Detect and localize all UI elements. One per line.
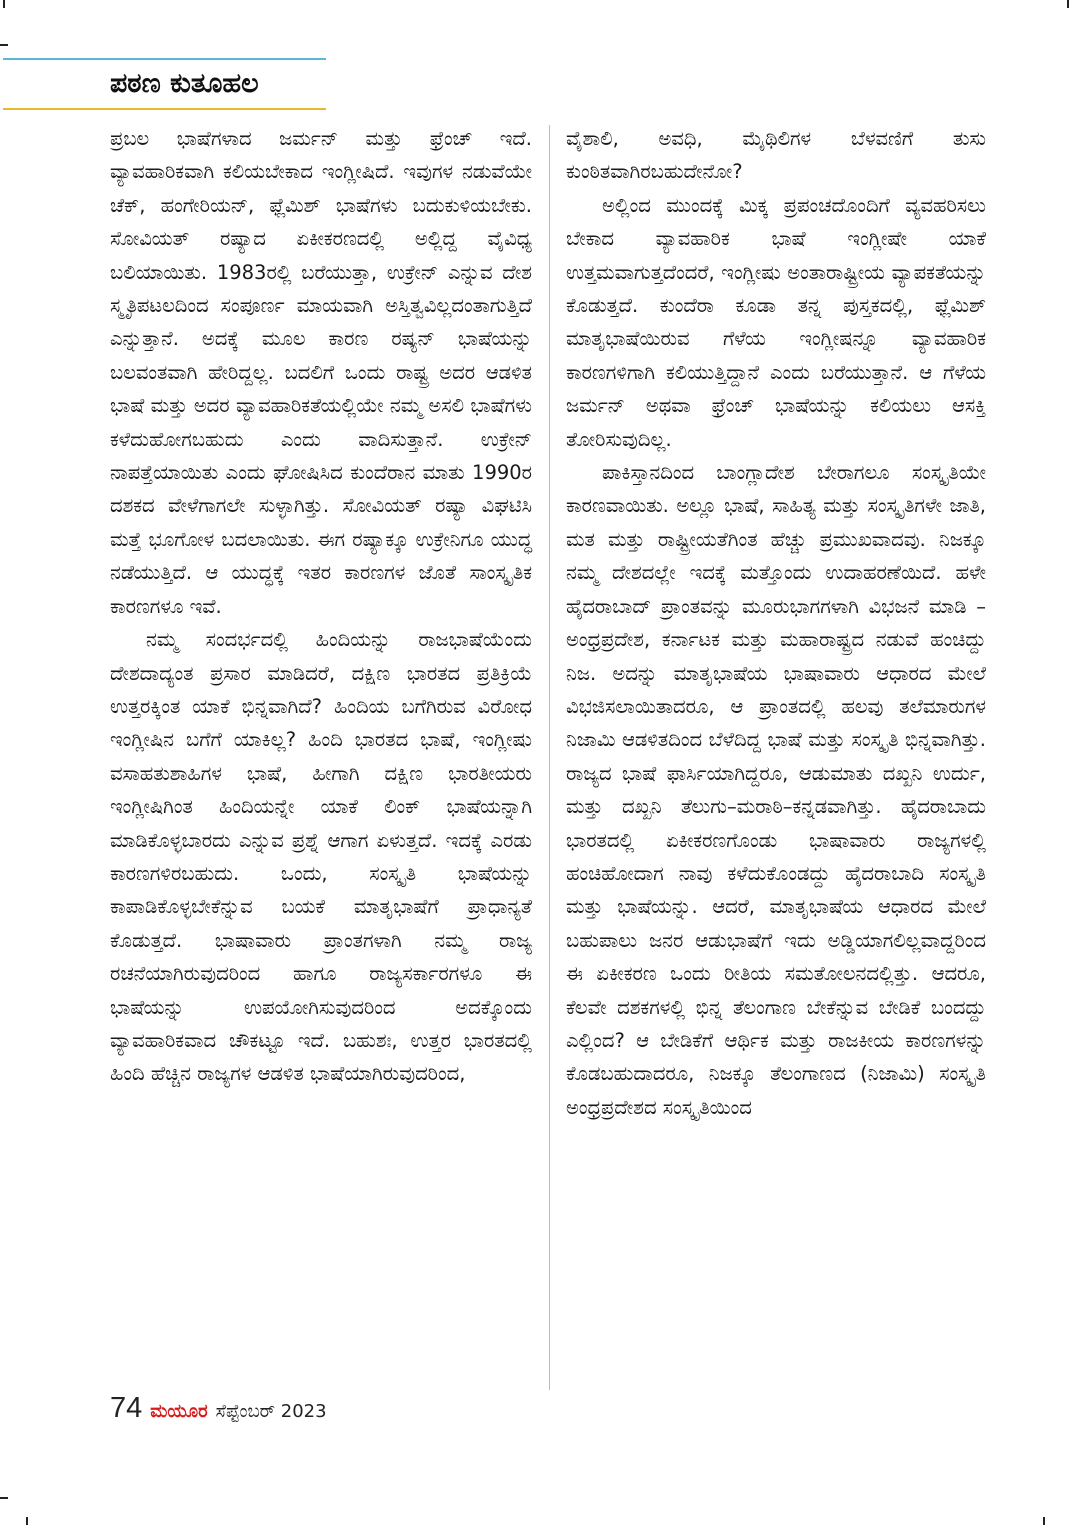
issue-date: ಸೆಪ್ಟೆಂಬರ್ 2023 xyxy=(215,1401,327,1422)
paragraph: ನಮ್ಮ ಸಂದರ್ಭದಲ್ಲಿ ಹಿಂದಿಯನ್ನು ರಾಜಭಾಷೆಯೆಂದು ದೇಶದಾದ್ಯಂತ ಪ್ರಸಾರ ಮಾಡಿದರೆ, ದಕ್ಷಿಣ ಭಾರತದ ಪ್ರತಿಕ್ರಿಯೆ ಉತ್ತರಕ್ಕಿಂತ ಯಾಕೆ ಭಿನ್ನವಾಗಿದೆ? ಹಿಂದಿಯ ಬಗೆಗಿರುವ ವಿರೋಧ ಇಂಗ್ಲೀಷಿನ ಬಗೆಗೆ ಯಾಕಿಲ್ಲ? ಹಿಂದಿ ಭಾರತದ ಭಾಷೆ, ಇಂಗ್ಲೀಷು ವಸಾಹತುಶಾಹಿಗಳ ಭಾಷೆ, ಹೀಗಾಗಿ ದಕ್ಷಿಣ ಭಾರತೀಯರು ಇಂಗ್ಲೀಷಿಗಿಂತ ಹಿಂದಿಯನ್ನೇ ಯಾಕೆ ಲಿಂಕ್ ಭಾಷೆಯನ್ನಾಗಿ ಮಾಡಿಕೊಳ್ಳಬಾರದು ಎನ್ನುವ ಪ್ರಶ್ನೆ ಆಗಾಗ ಏಳುತ್ತದೆ. ಇದಕ್ಕೆ ಎರಡು ಕಾರಣಗಳಿರಬಹುದು. ಒಂದು, ಸಂಸ್ಕೃತಿ ಭಾಷೆಯನ್ನು ಕಾಪಾಡಿಕೊಳ್ಳಬೇಕೆನ್ನುವ ಬಯಕೆ ಮಾತೃಭಾಷೆಗೆ ಪ್ರಾಧಾನ್ಯತೆ ಕೊಡುತ್ತದೆ. ಭಾಷಾವಾರು ಪ್ರಾಂತಗಳಾಗಿ ನಮ್ಮ ರಾಜ್ಯ ರಚನೆಯಾಗಿರುವುದರಿಂದ ಹಾಗೂ ರಾಜ್ಯಸರ್ಕಾರಗಳೂ ಈ ಭಾಷೆಯನ್ನು ಉಪಯೋಗಿಸುವುದರಿಂದ ಅದಕ್ಕೊಂದು ವ್ಯಾವಹಾರಿಕವಾದ ಚೌಕಟ್ಟೂ ಇದೆ. ಬಹುಶಃ, ಉತ್ತರ ಭಾರತದಲ್ಲಿ ಹಿಂದಿ ಹೆಚ್ಚಿನ ರಾಜ್ಯಗಳ ಆಡಳಿತ ಭಾಷೆಯಾಗಿರುವುದರಿಂದ, xyxy=(110,628,532,1086)
header-rule-top xyxy=(3,58,326,60)
paragraph: ಪಾಕಿಸ್ತಾನದಿಂದ ಬಾಂಗ್ಲಾದೇಶ ಬೇರಾಗಲೂ ಸಂಸ್ಕೃತಿಯೇ ಕಾರಣವಾಯಿತು. ಅಲ್ಲೂ ಭಾಷೆ, ಸಾಹಿತ್ಯ ಮತ್ತು ಸಂಸ್ಕೃತಿಗಳೇ ಜಾತಿ, ಮತ ಮತ್ತು ರಾಷ್ಟ್ರೀಯತೆಗಿಂತ ಹೆಚ್ಚು ಪ್ರಮುಖವಾದವು. ನಿಜಕ್ಕೂ ನಮ್ಮ ದೇಶದಲ್ಲೇ ಇದಕ್ಕೆ ಮತ್ತೊಂದು ಉದಾಹರಣೆಯಿದೆ. ಹಳೇ ಹೈದರಾಬಾದ್ ಪ್ರಾಂತವನ್ನು ಮೂರುಭಾಗಗಳಾಗಿ ವಿಭಜನೆ ಮಾಡಿ – ಅಂಧ್ರಪ್ರದೇಶ, ಕರ್ನಾಟಕ ಮತ್ತು ಮಹಾರಾಷ್ಟ್ರದ ನಡುವೆ ಹಂಚಿದ್ದು ನಿಜ. ಅದನ್ನು ಮಾತೃಭಾಷೆಯ ಭಾಷಾವಾರು ಆಧಾರದ ಮೇಲೆ ವಿಭಜಿಸಲಾಯಿತಾದರೂ, ಆ ಪ್ರಾಂತದಲ್ಲಿ ಹಲವು ತಲೆಮಾರುಗಳ ನಿಜಾಮಿ ಆಡಳಿತದಿಂದ ಬೆಳೆದಿದ್ದ ಭಾಷೆ ಮತ್ತು ಸಂಸ್ಕೃತಿ ಭಿನ್ನವಾಗಿತ್ತು. ರಾಜ್ಯದ ಭಾಷೆ ಫಾರ್ಸಿಯಾಗಿದ್ದರೂ, ಆಡುಮಾತು ದಖ್ಖನಿ ಉರ್ದು, ಮತ್ತು ದಖ್ಖನಿ ತೆಲುಗು–ಮರಾಠಿ–ಕನ್ನಡವಾಗಿತ್ತು. ಹೈದರಾಬಾದು ಭಾರತದಲ್ಲಿ ಏಕೀಕರಣಗೊಂಡು ಭಾಷಾವಾರು ರಾಜ್ಯಗಳಲ್ಲಿ ಹಂಚಿಹೋದಾಗ ನಾವು ಕಳೆದುಕೊಂಡದ್ದು ಹೈದರಾಬಾದಿ ಸಂಸ್ಕೃತಿ ಮತ್ತು ಭಾಷೆಯನ್ನು. ಆದರೆ, ಮಾತೃಭಾಷೆಯ ಆಧಾರದ ಮೇಲೆ ಬಹುಪಾಲು ಜನರ ಆಡುಭಾಷೆಗೆ ಇದು ಅಡ್ಡಿಯಾಗಲಿಲ್ಲವಾದ್ದರಿಂದ ಈ ಏಕೀಕರಣ ಒಂದು ರೀತಿಯ ಸಮತೋಲನದಲ್ಲಿತ್ತು. ಆದರೂ, ಕೆಲವೇ ದಶಕಗಳಲ್ಲಿ ಭಿನ್ನ ತೆಲಂಗಾಣ ಬೇಕೆನ್ನುವ ಬೇಡಿಕೆ ಬಂದದ್ದು ಎಲ್ಲಿಂದ? ಆ ಬೇಡಿಕೆಗೆ ಆರ್ಥಿಕ ಮತ್ತು ರಾಜಕೀಯ ಕಾರಣಗಳನ್ನು ಕೊಡಬಹುದಾದರೂ, ನಿಜಕ್ಕೂ ತೆಲಂಗಾಣದ (ನಿಜಾಮಿ) ಸಂಸ್ಕೃತಿ ಅಂಧ್ರಪ್ರದೇಶದ ಸಂಸ್ಕೃತಿಯಿಂದ xyxy=(566,461,986,1119)
paragraph: ಅಲ್ಲಿಂದ ಮುಂದಕ್ಕೆ ಮಿಕ್ಕ ಪ್ರಪಂಚದೊಂದಿಗೆ ವ್ಯವಹರಿಸಲು ಬೇಕಾದ ವ್ಯಾವಹಾರಿಕ ಭಾಷೆ ಇಂಗ್ಲೀಷೇ ಯಾಕೆ ಉತ್ತಮವಾಗುತ್ತದೆಂದರೆ, ಇಂಗ್ಲೀಷು ಅಂತಾರಾಷ್ಟ್ರೀಯ ವ್ಯಾಪಕತೆಯನ್ನು ಕೊಡುತ್ತದೆ. ಕುಂದೆರಾ ಕೂಡಾ ತನ್ನ ಪುಸ್ತಕದಲ್ಲಿ, ಫ್ಲೆಮಿಶ್ ಮಾತೃಭಾಷೆಯಿರುವ ಗೆಳೆಯ ಇಂಗ್ಲೀಷನ್ನೂ ವ್ಯಾವಹಾರಿಕ ಕಾರಣಗಳಿಗಾಗಿ ಕಲಿಯುತ್ತಿದ್ದಾನೆ ಎಂದು ಬರೆಯುತ್ತಾನೆ. ಆ ಗೆಳೆಯ ಜರ್ಮನ್ ಅಥವಾ ಫ್ರೆಂಚ್ ಭಾಷೆಯನ್ನು ಕಲಿಯಲು ಆಸಕ್ತಿ ತೋರಿಸುವುದಿಲ್ಲ. xyxy=(566,193,986,451)
crop-mark-top-left xyxy=(3,0,5,8)
crop-mark-bottom-right xyxy=(1043,1517,1045,1525)
article-column-right xyxy=(566,122,986,1124)
header-rule-bottom xyxy=(3,108,326,110)
article-column-left xyxy=(110,122,532,1091)
crop-mark-left-lower xyxy=(0,1497,8,1499)
paragraph: ವೈಶಾಲಿ, ಅವಧಿ, ಮೈಥಿಲಿಗಳ ಬೆಳವಣಿಗೆ ತುಸು ಕುಂಠಿತವಾಗಿರಬಹುದೇನೋ? xyxy=(566,127,986,184)
crop-mark-bottom-left xyxy=(26,1517,28,1525)
section-header xyxy=(3,58,326,110)
paragraph: ಪ್ರಬಲ ಭಾಷೆಗಳಾದ ಜರ್ಮನ್ ಮತ್ತು ಫ್ರೆಂಚ್ ಇದೆ. ವ್ಯಾವಹಾರಿಕವಾಗಿ ಕಲಿಯಬೇಕಾದ ಇಂಗ್ಲೀಷಿದೆ. ಇವುಗಳ ನಡುವೆಯೇ ಚೆಕ್, ಹಂಗೇರಿಯನ್, ಫ್ಲೆಮಿಶ್ ಭಾಷೆಗಳು ಬದುಕುಳಿಯಬೇಕು. ಸೋವಿಯತ್ ರಷ್ಯಾದ ಏಕೀಕರಣದಲ್ಲಿ ಅಲ್ಲಿದ್ದ ವೈವಿಧ್ಯ ಬಲಿಯಾಯಿತು. 1983ರಲ್ಲಿ ಬರೆಯುತ್ತಾ, ಉಕ್ರೇನ್ ಎನ್ನುವ ದೇಶ ಸ್ಮೃತಿಪಟಲದಿಂದ ಸಂಪೂರ್ಣ ಮಾಯವಾಗಿ ಅಸ್ತಿತ್ವವಿಲ್ಲದಂತಾಗುತ್ತಿದೆ ಎನ್ನುತ್ತಾನೆ. ಅದಕ್ಕೆ ಮೂಲ ಕಾರಣ ರಷ್ಯನ್ ಭಾಷೆಯನ್ನು ಬಲವಂತವಾಗಿ ಹೇರಿದ್ದಲ್ಲ. ಬದಲಿಗೆ ಒಂದು ರಾಷ್ಟ್ರ ಅದರ ಆಡಳಿತ ಭಾಷೆ ಮತ್ತು ಅದರ ವ್ಯಾವಹಾರಿಕತೆಯಲ್ಲಿಯೇ ನಮ್ಮ ಅಸಲಿ ಭಾಷೆಗಳು ಕಳೆದುಹೋಗಬಹುದು ಎಂದು ವಾದಿಸುತ್ತಾನೆ. ಉಕ್ರೇನ್ ನಾಪತ್ತೆಯಾಯಿತು ಎಂದು ಘೋಷಿಸಿದ ಕುಂದೆರಾನ ಮಾತು 1990ರ ದಶಕದ ವೇಳೆಗಾಗಲೇ ಸುಳ್ಳಾಗಿತ್ತು. ಸೋವಿಯತ್ ರಷ್ಯಾ ವಿಘಟಿಸಿ ಮತ್ತೆ ಭೂಗೋಳ ಬದಲಾಯಿತು. ಈಗ ರಷ್ಯಾಕ್ಕೂ ಉಕ್ರೇನಿಗೂ ಯುದ್ಧ ನಡೆಯುತ್ತಿದೆ. ಆ ಯುದ್ಧಕ್ಕೆ ಇತರ ಕಾರಣಗಳ ಜೊತೆ ಸಾಂಸ್ಕೃತಿಕ ಕಾರಣಗಳೂ ಇವೆ. xyxy=(110,127,532,618)
crop-mark-left-upper xyxy=(0,44,8,46)
crop-mark-top-right xyxy=(1067,0,1069,8)
magazine-logo: ಮಯೂರ xyxy=(150,1401,208,1422)
column-divider xyxy=(549,125,550,1390)
section-title: ಪಠಣ ಕುತೂಹಲ xyxy=(110,68,259,99)
page-number: 74 xyxy=(110,1392,143,1424)
page-footer xyxy=(110,1392,327,1432)
